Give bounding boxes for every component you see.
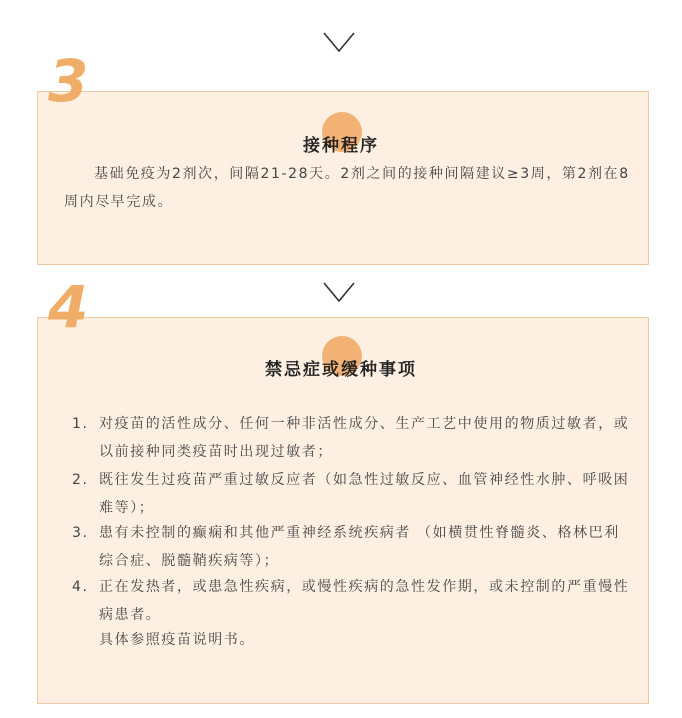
- section-3-title: 接种程序: [303, 136, 379, 156]
- list-item-text: 对疫苗的活性成分、任何一种非活性成分、生产工艺中使用的物质过敏者，或以前接种同类疫苗时出现过敏者；: [99, 416, 630, 460]
- chevron-down-icon: [322, 31, 356, 53]
- list-item: [72, 466, 632, 522]
- list-item-number: 3.: [72, 525, 89, 541]
- list-item-text: 正在发热者，或患急性疾病，或慢性疾病的急性发作期，或未控制的严重慢性病患者。: [99, 579, 630, 623]
- list-item: [72, 573, 632, 629]
- list-item-number: 4.: [72, 579, 89, 595]
- section-4-title: 禁忌症或缓种事项: [265, 360, 417, 380]
- section-4-number: 4: [48, 273, 89, 341]
- list-item-text: 既往发生过疫苗严重过敏反应者（如急性过敏反应、血管神经性水肿、呼吸困难等）；: [99, 472, 630, 516]
- section-3-paragraph: 基础免疫为2剂次，间隔21-28天。2剂之间的接种间隔建议≥3周，第2剂在8周内尽早完成。: [64, 166, 630, 210]
- note-text: 具体参照疫苗说明书。: [99, 632, 255, 648]
- list-item-text: 患有未控制的癫痫和其他严重神经系统疾病者 （如横贯性脊髓炎、格林巴利综合症、脱髓鞘疾病等）；: [99, 525, 620, 569]
- list-item: [72, 410, 632, 466]
- list-item: [72, 519, 632, 575]
- list-item-number: 2.: [72, 472, 89, 488]
- chevron-down-icon: [322, 281, 356, 303]
- section-3-number: 3: [48, 47, 89, 115]
- list-item-number: 1.: [72, 416, 89, 432]
